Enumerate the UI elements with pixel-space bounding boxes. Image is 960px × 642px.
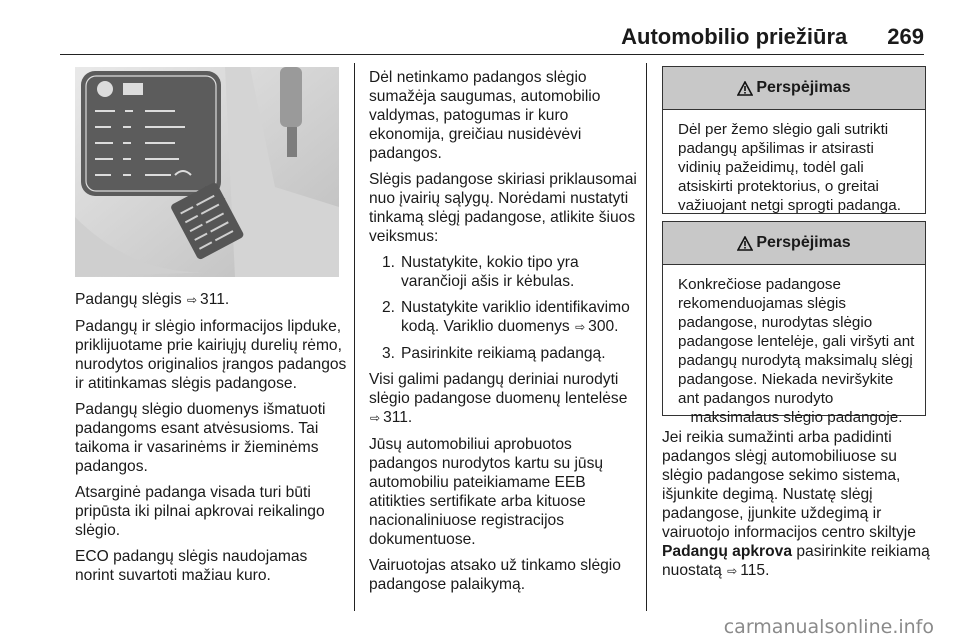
paragraph — [369, 370, 641, 428]
page-reference-arrow-icon: ⇨ — [186, 293, 198, 307]
step-text: Nustatykite variklio identifikavimo kodą. Variklio duomenys — [401, 299, 630, 335]
section-title: Automobilio priežiūra — [621, 24, 848, 49]
page-reference-arrow-icon: ⇨ — [727, 564, 738, 578]
warning-text — [663, 265, 925, 437]
paragraph: Padangų ir slėgio informacijos lipduke, priklijuotame prie kairiųjų durelių rėmo, nurodytos originalios įrangos padangos ir atitinkamas slėgis padangose. — [75, 318, 347, 392]
step-number: 1. — [381, 254, 395, 271]
page-ref[interactable]: 115. — [740, 562, 770, 579]
page-reference-arrow-icon: ⇨ — [575, 320, 586, 334]
paragraph: Slėgis padangose skiriasi priklausomai nuo įvairių sąlygų. Norėdami nustatyti tinkamą slėgį padangose, atlikite šiuos veiksmus: — [369, 171, 637, 245]
warning-text: Dėl per žemo slėgio gali sutrikti padangų apšilimas ir atsirasti vidinių pažeidimų, todėl gali atsiskirti protektorius, o greitai važiuojant netgi sprogti padanga. — [678, 121, 901, 214]
watermark: carmanualsonline.info — [723, 616, 934, 638]
step-number: 3. — [381, 345, 395, 362]
warning-box — [662, 221, 926, 426]
paragraph: Padangų slėgio duomenys išmatuoti padangoms esant atvėsusioms. Tai taikoma ir vasarinėms ir žieminėms padangos. — [75, 401, 326, 475]
list-item — [369, 298, 641, 337]
page-ref[interactable]: 311. — [200, 291, 230, 308]
paragraph: Atsarginė padanga visada turi būti pripūsta iki pilnai apkrovai reikalingo slėgio. — [75, 484, 325, 539]
page-ref[interactable]: 300. — [588, 318, 619, 335]
text: Jei reikia sumažinti arba padidinti padangos slėgį automobiliuose su slėgio padangose sekimo sistema, išjunkite degimą. Nustatę slėgį padangose, įjunkite uždegimą ir vairuotojo informacijos centro skiltyje — [662, 429, 916, 541]
paragraph — [75, 290, 347, 310]
warning-triangle-icon — [737, 236, 753, 251]
step-text: Pasirinkite reikiamą padangą. — [401, 345, 606, 362]
page-header — [60, 20, 924, 55]
warning-header — [663, 67, 925, 110]
warning-title: Perspėjimas — [756, 234, 851, 251]
list-item — [369, 344, 641, 363]
middle-column — [369, 68, 641, 601]
list-item — [369, 253, 641, 291]
warning-title: Perspėjimas — [756, 79, 851, 96]
warning-box — [662, 66, 926, 214]
column-divider — [646, 63, 647, 611]
page-number: 269 — [887, 24, 924, 49]
warning-triangle-icon — [737, 81, 753, 96]
warning-text-main: Konkrečiose padangose rekomenduojamas slėgis padangose, nurodytas slėgio padangose lentelėje, gali viršyti ant padangų nurodytą maksimalų slėgį padangose. Niekada neviršykite ant padangos nurodyto — [678, 276, 915, 407]
paragraph: ECO padangų slėgis naudojamas norint suvartoti mažiau kuro. — [75, 548, 308, 584]
column-divider — [354, 63, 355, 611]
warning-text-end: maksimalaus slėgio padangoje. — [690, 409, 903, 426]
menu-item-name: Padangų apkrova — [662, 543, 792, 560]
right-column-text — [662, 428, 932, 588]
steps-list — [369, 253, 641, 363]
paragraph: Jūsų automobiliui aprobuotos padangos nurodytos kartu su jūsų automobiliu pateikiamame EEB atitikties sertifikate arba kituose nacionaliniuose registracijos dokumentuose. — [369, 436, 604, 548]
warning-header — [663, 222, 925, 265]
text: Visi galimi padangų deriniai nurodyti slėgio padangose duomenų lentelėse — [369, 371, 628, 407]
page-ref[interactable]: 311. — [383, 409, 413, 426]
step-text: Nustatykite, kokio tipo yra varančioji ašis ir kėbulas. — [401, 254, 579, 290]
text: Padangų slėgis — [75, 291, 182, 308]
paragraph: Dėl netinkamo padangos slėgio sumažėja saugumas, automobilio valdymas, patogumas ir kuro ekonomija, greičiau nusidėvėvi padangos. — [369, 69, 601, 162]
paragraph: Vairuotojas atsako už tinkamo slėgio padangose palaikymą. — [369, 557, 621, 593]
text: pasirinkite reikiamą nuostatą — [662, 543, 930, 579]
paragraph — [662, 428, 932, 581]
page-reference-arrow-icon: ⇨ — [370, 411, 381, 425]
left-column — [75, 290, 347, 592]
tire-pressure-label-photo — [75, 67, 339, 277]
step-number: 2. — [381, 299, 395, 316]
